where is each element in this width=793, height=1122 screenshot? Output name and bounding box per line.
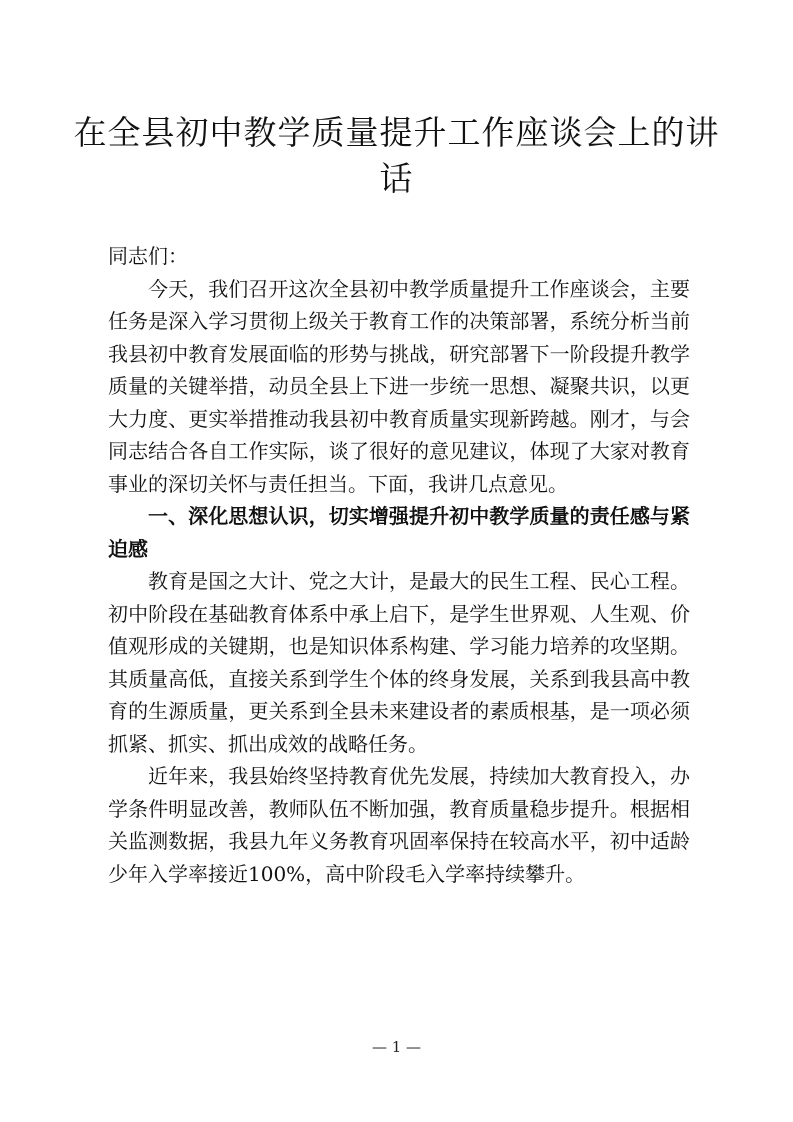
section-heading-1: 一、深化思想认识，切实增强提升初中教学质量的责任感与紧迫感	[108, 504, 690, 561]
paragraph-intro: 今天，我们召开这次全县初中教学质量提升工作座谈会，主要任务是深入学习贯彻上级关于教育工作的决策部署，系统分析当前我县初中教育发展面临的形势与挑战，研究部署下一阶段提升教学质量的关键举措，动员全县上下进一步统一思想、凝聚共识，以更大力度、更实举措推动我县初中教育质量实现新跨越。刚才，与会同志结合各自工作实际，谈了很好的意见建议，体现了大家对教育事业的深切关怀与责任担当。下面，我讲几点意见。	[108, 276, 690, 496]
document-title: 在全县初中教学质量提升工作座谈会上的讲话	[73, 113, 720, 198]
paragraph-progress: 近年来，我县始终坚持教育优先发展，持续加大教育投入，办学条件明显改善，教师队伍不断加强，教育质量稳步提升。根据相关监测数据，我县九年义务教育巩固率保持在较高水平，初中适龄少年入学率接近100%，高中阶段毛入学率持续攀升。	[108, 764, 690, 886]
paragraph-importance: 教育是国之大计、党之大计，是最大的民生工程、民心工程。初中阶段在基础教育体系中承上启下，是学生世界观、人生观、价值观形成的关键期，也是知识体系构建、学习能力培养的攻坚期。其质量高低，直接关系到学生个体的终身发展，关系到我县高中教育的生源质量，更关系到全县未来建设者的素质根基，是一项必须抓紧、抓实、抓出成效的战略任务。	[108, 569, 690, 756]
salutation: 同志们：	[108, 244, 188, 268]
page-number: — 1 —	[371, 1038, 422, 1056]
document-body	[108, 240, 690, 890]
